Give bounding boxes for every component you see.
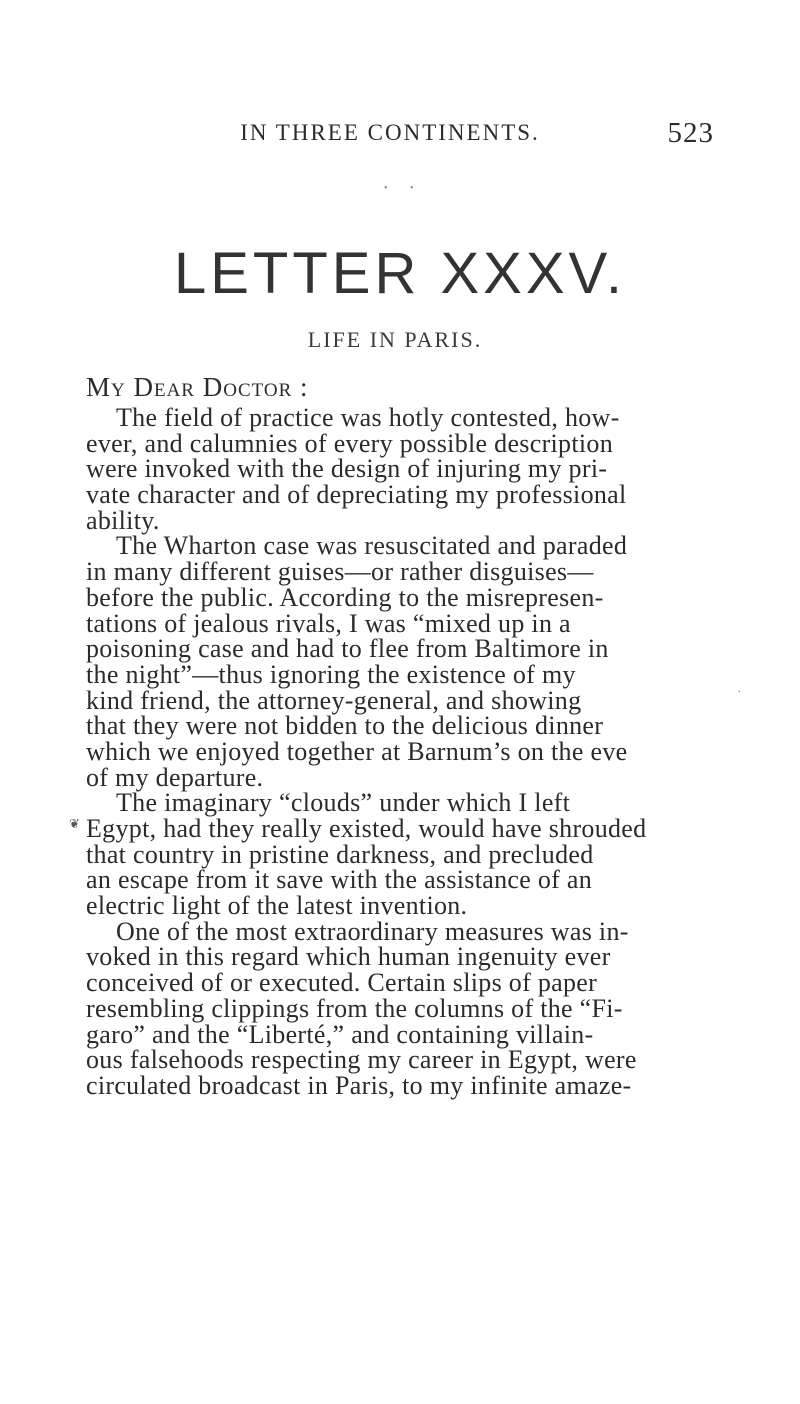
- text-line: conceived of or executed. Certain slips of paper: [86, 968, 598, 998]
- text-line: poisoning case and had to flee from Baltimore in: [86, 634, 609, 664]
- running-title: IN THREE CONTINENTS.: [240, 120, 540, 145]
- letter-subtitle: LIFE IN PARIS.: [307, 327, 483, 352]
- text-line: resembling clippings from the columns of the “Fi-: [86, 993, 623, 1023]
- text-line: The field of practice was hotly contested, how-: [116, 403, 620, 432]
- text-line: the night”—thus ignoring the existence of my: [86, 659, 576, 689]
- page-number: 523: [667, 117, 714, 149]
- salutation: My Dear Doctor :: [86, 372, 309, 402]
- margin-mark: ❦: [69, 816, 80, 831]
- text-line: garo” and the “Liberté,” and containing villain-: [86, 1019, 594, 1049]
- text-line: Egypt, had they really existed, would have shrouded: [86, 814, 647, 843]
- text-line: The imaginary “clouds” under which I left: [116, 788, 571, 818]
- text-line: of my departure.: [86, 762, 264, 792]
- text-line: which we enjoyed together at Barnum’s on the eve: [86, 736, 628, 766]
- text-line: circulated broadcast in Paris, to my infinite amaze-: [86, 1070, 632, 1100]
- text-line: ous falsehoods respecting my career in Egypt, were: [86, 1045, 637, 1075]
- text-line: ability.: [86, 505, 160, 535]
- text-line: ever, and calumnies of every possible description: [86, 428, 613, 458]
- text-line: electric light of the latest invention.: [86, 891, 468, 921]
- text-line: vate character and of depreciating my professional: [86, 480, 627, 510]
- text-line: voked in this regard which human ingenuity ever: [86, 942, 611, 972]
- text-line: that they were not bidden to the delicious dinner: [86, 711, 604, 741]
- text-line: in many different guises—or rather disguises—: [86, 557, 594, 587]
- text-line: that country in pristine darkness, and precluded: [86, 839, 594, 869]
- text-line: The Wharton case was resuscitated and paraded: [116, 531, 628, 561]
- text-line: an escape from it save with the assistance of an: [86, 865, 593, 895]
- running-header: [0, 117, 800, 150]
- body-text: [86, 405, 712, 1099]
- letter-title: LETTER XXXV.: [173, 241, 627, 306]
- ornament-dots: • •: [384, 183, 424, 194]
- text-line: One of the most extraordinary measures was in-: [116, 916, 629, 946]
- text-line: tations of jealous rivals, I was “mixed up in a: [86, 608, 571, 638]
- text-line: were invoked with the design of injuring my pri-: [86, 454, 608, 484]
- text-line: kind friend, the attorney-general, and showing: [86, 685, 582, 715]
- text-line: before the public. According to the misrepresen-: [86, 582, 604, 612]
- margin-dot: .: [738, 684, 741, 695]
